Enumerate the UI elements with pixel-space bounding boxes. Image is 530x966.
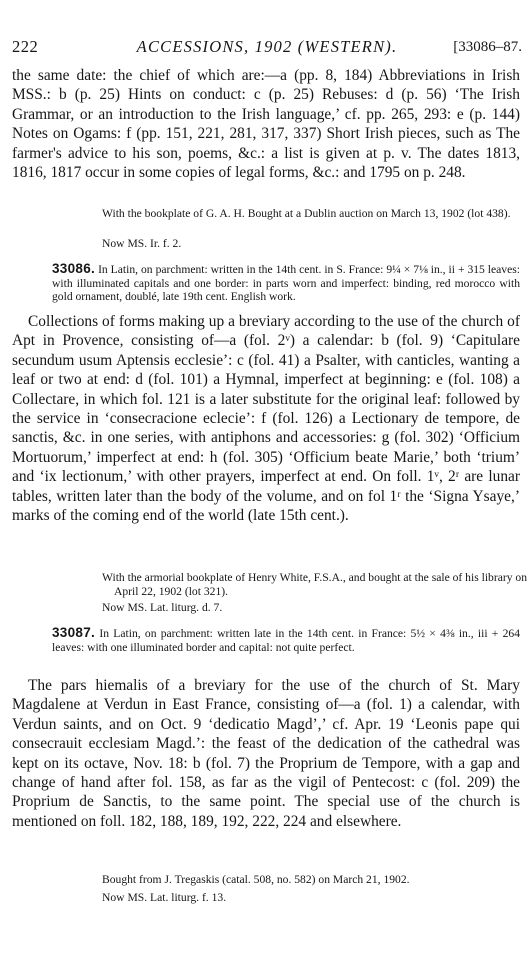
entry-33086-physical-description: In Latin, on parchment: written in the 14th cent. in S. France: 9¼ × 7⅛ in., ii + 315 leaves: with illuminated capitals and one border: in parts worn and imperfect: binding, red morocco with gold ornament, doublé, late 19th cent. English work.	[52, 263, 520, 304]
entry-33086-provenance: With the armorial bookplate of Henry White, F.S.A., and bought at the sale of his library on April 22, 1902 (lot 321).	[102, 571, 528, 598]
entry-33087-number: 33087.	[52, 625, 96, 640]
previous-entry-provenance: With the bookplate of G. A. H. Bought at a Dublin auction on March 13, 1902 (lot 438).	[102, 207, 511, 220]
entry-33086-shelfmark: Now MS. Lat. liturg. d. 7.	[102, 601, 223, 614]
entry-33087-physical-description: In Latin, on parchment: written late in the 14th cent. in France: 5½ × 4⅜ in., iii + 264 leaves: with one illuminated border and capital: not quite perfect.	[52, 627, 520, 654]
entry-33086-body: Collections of forms making up a breviary according to the use of the church of Apt in Provence, consisting of—a (fol. 2ᵛ) a calendar: b (fol. 9) ‘Capitulare secundum usum Aptensis ecclesie’: c (fol. 41) a Psalter, with canticles, wanting a leaf or two at end: d (fol. 101) a Hymnal, imperfect at beginning: e (fol. 108) a Collectare, in which fol. 121 is a later substitute for the original leaf: followed by the service in ‘consecracione eclecie’: f (fol. 126) a Lectionary de tempore, de sanctis, &c. in one series, with antiphons and accessories: g (fol. 302) ‘Officium Mortuorum,’ imperfect at end: h (fol. 305) ‘Officium beate Marie,’ both ‘trium’ and ‘ix lectionum,’ with other prayers, imperfect at end. On foll. 1ᵛ, 2ʳ are lunar tables, written later than the body of the volume, and on fol 1ʳ the ‘Signa Ysaye,’ marks of the coming end of the world (late 15th cent.).	[12, 313, 520, 525]
entry-33086-number: 33086.	[52, 261, 96, 276]
entry-33087-description	[52, 626, 520, 654]
running-title: ACCESSIONS, 1902 (WESTERN).	[136, 37, 398, 56]
entry-33087-provenance: Bought from J. Tregaskis (catal. 508, no. 582) on March 21, 1902.	[102, 873, 410, 886]
page-number: 222	[12, 37, 39, 56]
entry-33087-body: The pars hiemalis of a breviary for the use of the church of St. Mary Magdalene at Verdun in East France, consisting of—a (fol. 1) a calendar, with Verdun saints, and on Oct. 9 ‘dedicatio Magd’,’ cf. Apr. 19 ‘Leonis pape qui consecrauit ecclesiam Magd.’: the feast of the dedication of the cathedral was kept on its octave, Nov. 18: b (fol. 7) the Proprium de Tempore, with a gap and change of hand after fol. 158, as far as the vigil of Pentecost: c (fol. 209) the Proprium de Sanctis, to the same point. The special use of the church is mentioned on foll. 182, 188, 189, 192, 222, 224 and elsewhere.	[12, 677, 520, 830]
running-header	[12, 36, 522, 58]
entry-range: [33086–87.	[453, 39, 522, 55]
entry-33087-shelfmark: Now MS. Lat. liturg. f. 13.	[102, 891, 227, 904]
previous-entry-body: the same date: the chief of which are:—a (pp. 8, 184) Abbreviations in Irish MSS.: b (p. 25) Hints on conduct: c (p. 25) Rebuses: d (p. 56) ‘The Irish Grammar, or an introduction to the Irish language,’ cf. pp. 265, 293: e (p. 144) Notes on Ogams: f (pp. 151, 221, 281, 317, 337) Short Irish pieces, such as The farmer's advice to his son, poems, &c.: a list is given at p. v. The dates 1813, 1816, 1817 occur in some copies of legal forms, &c.: and 1795 on p. 248.	[12, 67, 520, 182]
entry-33086-description	[52, 262, 520, 304]
previous-entry-shelfmark: Now MS. Ir. f. 2.	[102, 237, 182, 250]
